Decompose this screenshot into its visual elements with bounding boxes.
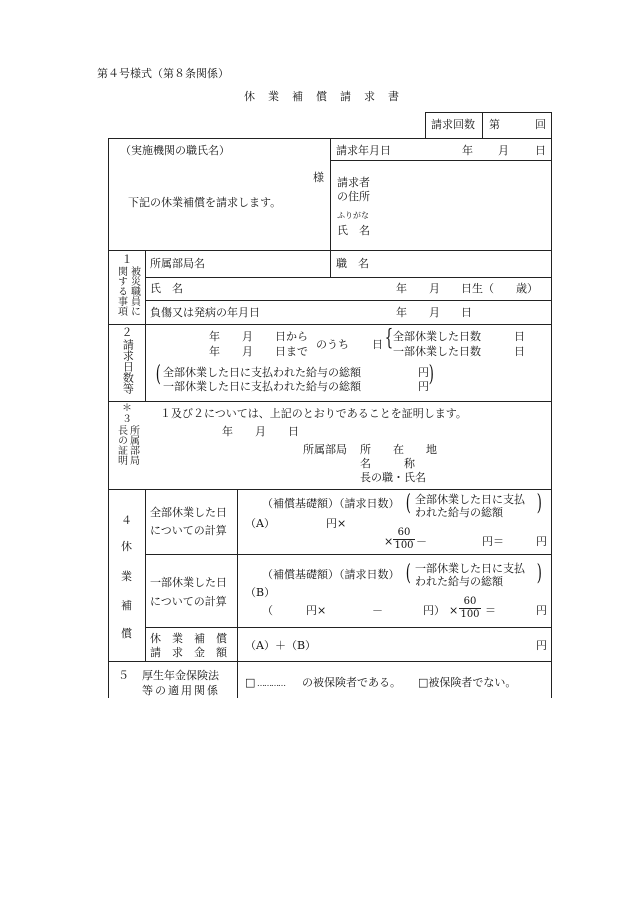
birth-nen: 年 xyxy=(396,282,407,295)
furigana-label: ふりがな xyxy=(337,211,369,220)
section5-num: ５ xyxy=(118,669,129,682)
claimant-line1: 請求者 xyxy=(337,176,370,189)
birth-age: 歳） xyxy=(516,282,538,295)
full-numerator: 60 xyxy=(397,527,411,538)
full-total-yen: 円 xyxy=(418,366,429,379)
count-dai: 第 xyxy=(489,118,500,131)
total-formula: （A）＋（B） xyxy=(245,639,317,652)
part-yen-times: 円× xyxy=(306,604,327,617)
brace-days: { xyxy=(384,326,394,351)
section4-num: ４ xyxy=(121,514,132,527)
section2-side xyxy=(110,327,144,394)
paid-full-1: 全部休業した日に支払 xyxy=(415,493,525,506)
date-nen: 年 xyxy=(462,144,473,157)
total-label-1: 休 業 補 償 xyxy=(150,632,227,645)
period-from: 年 月 日から xyxy=(209,330,308,343)
section1-side-b: 関する事項 xyxy=(115,265,127,316)
sama: 様 xyxy=(313,171,324,184)
section2-side-text: 請求日数等 xyxy=(121,338,135,394)
full-days-label: 全部休業した日数 xyxy=(393,330,481,343)
full-yen-times: 円× xyxy=(326,517,347,530)
part-denominator: 100 xyxy=(460,609,480,620)
section1-side xyxy=(110,254,144,316)
full-times: × xyxy=(384,535,394,548)
part-yen: 円 xyxy=(536,604,547,617)
injury-nen: 年 xyxy=(396,306,407,319)
cert-date: 年 月 日 xyxy=(222,425,299,438)
injury-date-label: 負傷又は発病の年月日 xyxy=(150,306,260,319)
brace-part-close: ) xyxy=(536,561,542,586)
part-total-yen: 円 xyxy=(418,380,429,393)
full-fraction xyxy=(393,528,415,551)
part-numerator: 60 xyxy=(463,596,477,607)
cert-address-label: 所 在 地 xyxy=(360,443,437,456)
count-label: 請求回数 xyxy=(431,118,475,131)
dept-label: 所属部局名 xyxy=(150,257,205,270)
part-fraction xyxy=(459,597,481,620)
section3-side-b: 長の証明 xyxy=(115,425,127,465)
section3-num: ３ xyxy=(122,413,132,425)
part-calc-head: （補償基礎額）（請求日数） xyxy=(262,568,400,581)
section5-label-1: 厚生年金保険法 xyxy=(142,669,219,682)
form-label: 第４号様式（第８条関係） xyxy=(97,67,229,80)
birth-tsuki: 月 xyxy=(429,282,440,295)
part-calc-label-2: についての計算 xyxy=(150,595,227,608)
count-kai: 回 xyxy=(535,118,546,131)
dept-head-label: 所属部局 xyxy=(303,443,347,456)
brace-full-open: ( xyxy=(405,491,411,516)
request-text: 下記の休業補償を請求します。 xyxy=(128,196,282,209)
part-close-paren: 円） xyxy=(423,604,445,617)
part-calc-label-1: 一部休業した日 xyxy=(150,576,227,589)
part-times: × xyxy=(449,604,459,617)
section4-char-2: 業 xyxy=(121,570,132,583)
employee-name-label: 氏 名 xyxy=(150,282,183,295)
date-hi: 日 xyxy=(535,144,546,157)
section1-num: １ xyxy=(121,253,133,266)
brace-total-open: ( xyxy=(155,362,161,387)
claimant-line2: の住所 xyxy=(337,190,370,203)
section4-char-4: 償 xyxy=(121,627,132,640)
full-calc-head: （補償基礎額）（請求日数） xyxy=(262,497,400,510)
a-label: （A） xyxy=(245,517,275,530)
full-yen-eq: 円＝ xyxy=(482,535,504,548)
not-insured-checkbox[interactable]: □被保険者でない。 xyxy=(418,676,517,689)
b-label: （B） xyxy=(245,586,276,599)
part-days-label: 一部休業した日数 xyxy=(393,345,481,358)
cert-head-label: 長の職・氏名 xyxy=(360,471,426,484)
full-minus: － xyxy=(416,535,427,548)
section1-side-a: 被災職員に xyxy=(128,265,140,316)
paid-part-1: 一部休業した日に支払 xyxy=(415,562,525,575)
full-calc-label-1: 全部休業した日 xyxy=(150,506,227,519)
section5-label-2: 等の適用関係 xyxy=(142,684,220,697)
full-calc-label-2: についての計算 xyxy=(150,524,227,537)
total-yen: 円 xyxy=(536,639,547,652)
period-to: 年 月 日まで xyxy=(209,345,308,358)
part-days-unit: 日 xyxy=(514,345,525,358)
paid-full-2: われた給与の総額 xyxy=(415,506,503,519)
brace-part-open: ( xyxy=(405,561,411,586)
brace-total-close: ) xyxy=(428,362,434,387)
section3-side xyxy=(110,404,144,465)
brace-full-close: ) xyxy=(536,491,542,516)
section3-star: ＊ xyxy=(122,403,132,414)
part-total-label: 一部休業した日に支払われた給与の総額 xyxy=(163,380,361,393)
section2-num: ２ xyxy=(121,326,133,339)
paid-part-2: われた給与の総額 xyxy=(415,575,503,588)
insured-dots: ………… xyxy=(257,679,285,688)
date-tsuki: 月 xyxy=(498,144,509,157)
uchi: のうち xyxy=(316,338,349,351)
section4-char-3: 補 xyxy=(121,599,132,612)
cert-text: １及び２については、上記のとおりであることを証明します。 xyxy=(160,407,467,420)
part-minus: － xyxy=(372,604,383,617)
insured-text: の被保険者である。 xyxy=(302,676,401,689)
injury-tsuki: 月 xyxy=(429,306,440,319)
injury-hi: 日 xyxy=(461,306,472,319)
agency-label: （実施機関の職氏名） xyxy=(120,144,230,157)
claimant-name-label: 氏 名 xyxy=(337,224,370,237)
part-open-paren: （ xyxy=(262,604,273,617)
page-title: 休 業 補 償 請 求 書 xyxy=(244,90,400,103)
full-total-label: 全部休業した日に支払われた給与の総額 xyxy=(163,366,361,379)
days-hi: 日 xyxy=(372,338,383,351)
full-yen: 円 xyxy=(536,535,547,548)
total-label-2: 請 求 金 額 xyxy=(150,646,227,659)
birth-hi: 日生（ xyxy=(461,282,494,295)
full-days-unit: 日 xyxy=(514,330,525,343)
full-denominator: 100 xyxy=(394,540,414,551)
section4-char-1: 休 xyxy=(121,540,132,553)
request-date-label: 請求年月日 xyxy=(336,144,391,157)
post-label: 職 名 xyxy=(336,257,369,270)
cert-name-label: 名 称 xyxy=(360,457,415,470)
insured-checkbox[interactable]: □ xyxy=(245,676,256,689)
section3-side-a: 所属部局 xyxy=(127,425,139,465)
